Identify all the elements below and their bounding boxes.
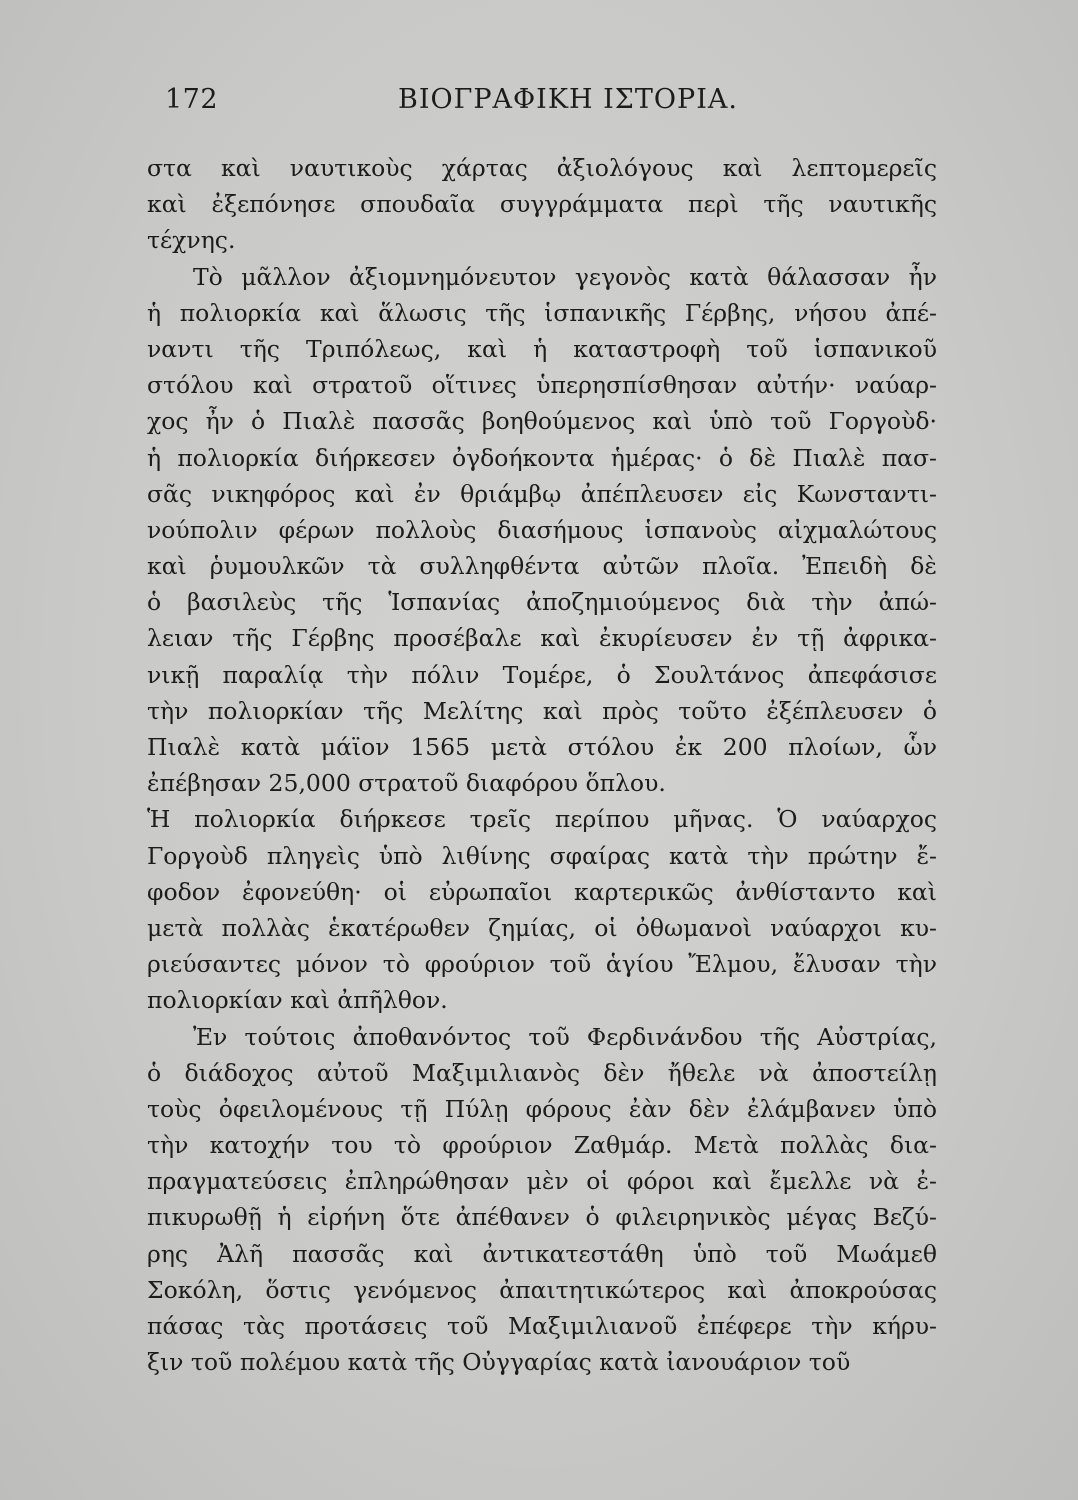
paragraph xyxy=(147,259,937,802)
text-line: ριεύσαντες μόνον τὸ φρούριον τοῦ ἁγίου Ἔλμου, ἔλυσαν τὴν xyxy=(147,950,937,979)
page-header xyxy=(165,84,925,124)
text-line: τοὺς ὀφειλομένους τῇ Πύλῃ φόρους ἐὰν δὲν ἐλάμβανεν ὑπὸ xyxy=(147,1094,937,1123)
paragraph xyxy=(147,801,937,1018)
text-line: πικυρωθῇ ἡ εἰρήνη ὅτε ἀπέθανεν ὁ φιλειρηνικὸς μέγας Βεζύ- xyxy=(147,1203,937,1232)
text-line: Τὸ μᾶλλον ἀξιομνημόνευτον γεγονὸς κατὰ θάλασσαν ἦν xyxy=(193,262,937,291)
text-line: ἐπέβησαν 25,000 στρατοῦ διαφόρου ὅπλου. xyxy=(147,769,666,798)
text-line: ἡ πολιορκία καὶ ἅλωσις τῆς ἱσπανικῆς Γέρβης, νήσου ἀπέ- xyxy=(147,298,937,327)
text-line: τὴν πολιορκίαν τῆς Μελίτης καὶ πρὸς τοῦτο ἐξέπλευσεν ὁ xyxy=(147,696,937,725)
text-line: Γοργοὺδ πληγεὶς ὑπὸ λιθίνης σφαίρας κατὰ τὴν πρώτην ἔ- xyxy=(147,841,937,870)
text-line: Ἡ πολιορκία διήρκεσε τρεῖς περίπου μῆνας. Ὁ ναύαρχος xyxy=(147,805,937,834)
text-line: ὁ διάδοχος αὐτοῦ Μαξιμιλιανὸς δὲν ἤθελε νὰ ἀποστείλῃ xyxy=(147,1058,937,1087)
text-line: καὶ ῥυμουλκῶν τὰ συλληφθέντα αὐτῶν πλοῖα. Ἐπειδὴ δὲ xyxy=(147,552,937,581)
text-line: ρης Ἀλῆ πασσᾶς καὶ ἀντικατεστάθη ὑπὸ τοῦ Μωάμεθ xyxy=(147,1239,937,1268)
text-line: φοδον ἐφονεύθη· οἱ εὐρωπαῖοι καρτερικῶς ἀνθίσταντο καὶ xyxy=(147,877,937,906)
paragraph xyxy=(147,1019,937,1381)
text-line: ὁ βασιλεὺς τῆς Ἱσπανίας ἀποζημιούμενος διὰ τὴν ἀπώ- xyxy=(147,588,937,617)
text-line: Ἐν τούτοις ἀποθανόντος τοῦ Φερδινάνδου τῆς Αὐστρίας, xyxy=(193,1022,937,1051)
text-line: σᾶς νικηφόρος καὶ ἐν θριάμβῳ ἀπέπλευσεν εἰς Κωνσταντι- xyxy=(147,479,937,508)
text-line: τὴν κατοχήν του τὸ φρούριον Ζαθμάρ. Μετὰ πολλὰς δια- xyxy=(147,1131,937,1160)
text-line: καὶ ἐξεπόνησε σπουδαῖα συγγράμματα περὶ τῆς ναυτικῆς xyxy=(147,190,937,219)
text-line: Πιαλὲ κατὰ μάϊον 1565 μετὰ στόλου ἐκ 200 πλοίων, ὧν xyxy=(147,733,937,761)
text-line: πάσας τὰς προτάσεις τοῦ Μαξιμιλιανοῦ ἐπέφερε τὴν κήρυ- xyxy=(147,1312,937,1340)
text-line: πραγματεύσεις ἐπληρώθησαν μὲν οἱ φόροι καὶ ἔμελλε νὰ ἐ- xyxy=(147,1167,937,1196)
text-line: μετὰ πολλὰς ἑκατέρωθεν ζημίας, οἱ ὀθωμανοὶ ναύαρχοι κυ- xyxy=(147,913,937,942)
text-line: ξιν τοῦ πολέμου κατὰ τῆς Οὐγγαρίας κατὰ ἰανουάριον τοῦ xyxy=(147,1348,851,1377)
text-line: πολιορκίαν καὶ ἀπῆλθον. xyxy=(147,986,448,1015)
page-number: 172 xyxy=(165,84,219,115)
paragraph xyxy=(147,150,937,259)
text-line: στα καὶ ναυτικοὺς χάρτας ἀξιολόγους καὶ λεπτομερεῖς xyxy=(147,154,937,182)
text-line: ναντι τῆς Τριπόλεως, καὶ ἡ καταστροφὴ τοῦ ἱσπανικοῦ xyxy=(147,334,937,363)
running-title: ΒΙΟΓΡΑΦΙΚΗ ΙΣΤΟΡΙΑ. xyxy=(398,84,738,115)
text-line: στόλου καὶ στρατοῦ οἵτινες ὑπερησπίσθησαν αὐτήν· ναύαρ- xyxy=(147,371,937,400)
text-line: λειαν τῆς Γέρβης προσέβαλε καὶ ἐκυρίευσεν ἐν τῇ ἀφρικα- xyxy=(147,624,937,653)
text-line: Σοκόλη, ὅστις γενόμενος ἀπαιτητικώτερος καὶ ἀποκρούσας xyxy=(147,1275,937,1304)
text-line: τέχνης. xyxy=(147,226,236,255)
text-line: νούπολιν φέρων πολλοὺς διασήμους ἱσπανοὺς αἰχμαλώτους xyxy=(147,515,937,544)
body-text xyxy=(147,150,937,1380)
text-line: ἡ πολιορκία διήρκεσεν ὀγδοήκοντα ἡμέρας· ὁ δὲ Πιαλὲ πασ- xyxy=(147,443,937,472)
text-line: χος ἦν ὁ Πιαλὲ πασσᾶς βοηθούμενος καὶ ὑπὸ τοῦ Γοργοὺδ· xyxy=(147,407,937,436)
text-line: νικῇ παραλίᾳ τὴν πόλιν Τομέρε, ὁ Σουλτάνος ἀπεφάσισε xyxy=(147,660,937,689)
